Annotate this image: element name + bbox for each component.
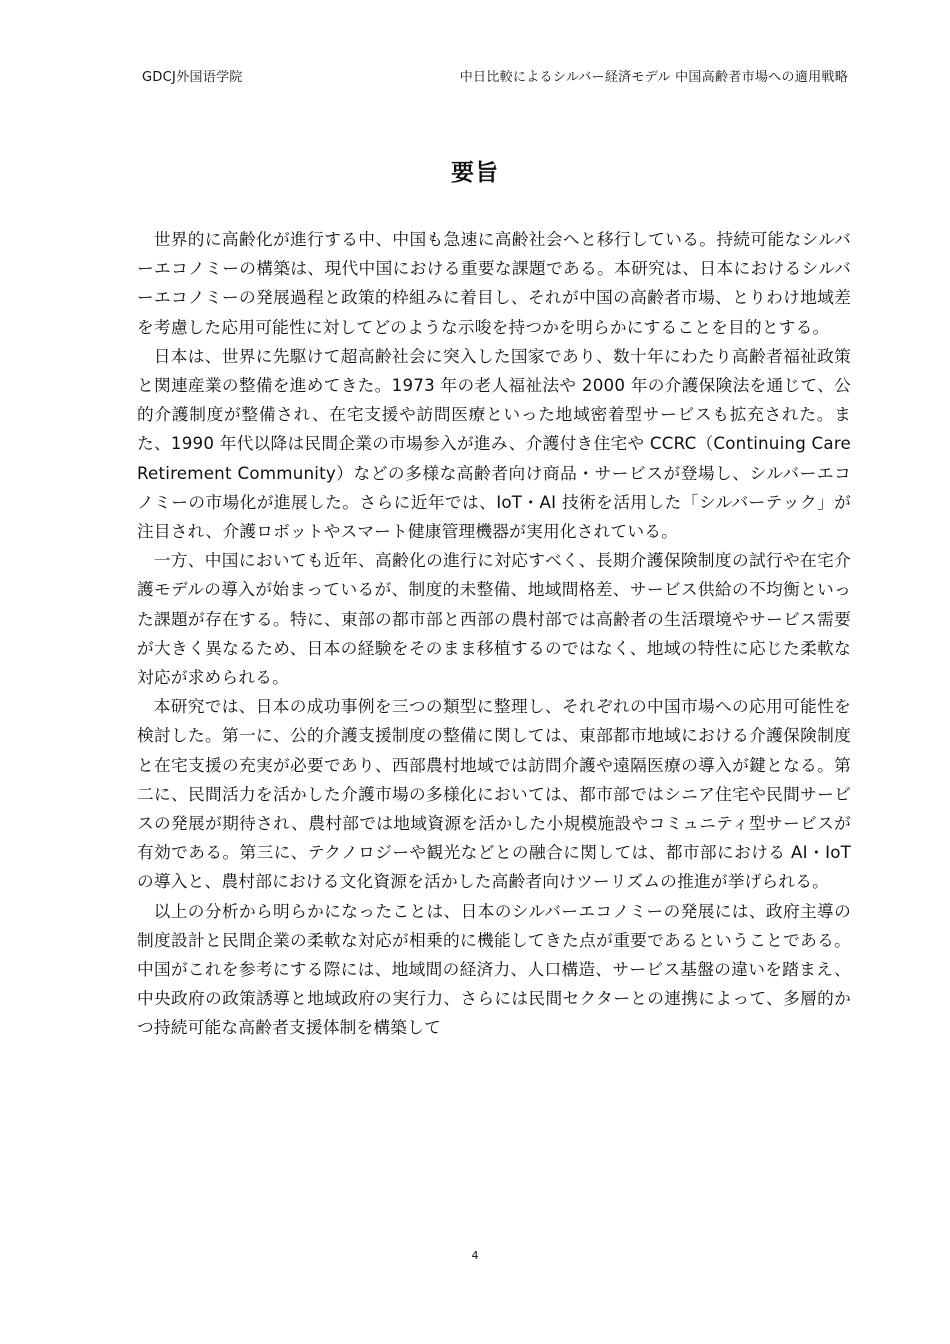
paragraph-1: 世界的に高齢化が進行する中、中国も急速に高齢社会へと移行している。持続可能なシルバーエコノミーの構築は、現代中国における重要な課題である。本研究は、日本におけるシルバーエコノミーの発展過程と政策的枠組みに着目し、それが中国の高齢者市場、とりわけ地域差を考慮した応用可能性に対してどのような示唆を持つかを明らかにすることを目的とする。 [137,229,851,337]
header-school-name: GDCJ外国语学院 [142,70,243,85]
page-number: 4 [471,1249,479,1262]
paragraph-4: 本研究では、日本の成功事例を三つの類型に整理し、それぞれの中国市場への応用可能性を検討した。第一に、公的介護支援制度の整備に関しては、東部都市地域における介護保険制度と在宅支援の充実が必要であり、西部農村地域では訪問介護や遠隔医療の導入が鍵となる。第二に、民間活力を活かした介護市場の多様化においては、都市部ではシニア住宅や民間サービスの発展が期待され、農村部では地域資源を活かした小規模施設やコミュニティ型サービスが有効である。第三に、テクノロジーや観光などとの融合に関しては、都市部における AI・IoT の導入と、農村部における文化資源を活かした高齢者向けツーリズムの推進が挙げられる。 [137,696,851,892]
page-title: 要旨 [451,160,499,186]
paragraph-5: 以上の分析から明らかになったことは、日本のシルバーエコノミーの発展には、政府主導の制度設計と民間企業の柔軟な対応が相乗的に機能してきた点が重要であるということである。中国がこれを参考にする際には、地域間の経済力、人口構造、サービス基盤の違いを踏まえ、中央政府の政策誘導と地域政府の実行力、さらには民間セクターとの連携によって、多層的かつ持続可能な高齢者支援体制を構築して [137,900,851,1038]
paragraph-3: 一方、中国においても近年、高齢化の進行に対応すべく、長期介護保険制度の試行や在宅介護モデルの導入が始まっているが、制度的未整備、地域間格差、サービス供給の不均衡といった課題が存在する。特に、東部の都市部と西部の農村部では高齢者の生活環境やサービス需要が大きく異なるため、日本の経験をそのまま移植するのではなく、地域の特性に応じた柔軟な対応が求められる。 [137,550,851,688]
paragraph-2: 日本は、世界に先駆けて超高齢社会に突入した国家であり、数十年にわたり高齢者福祉政策と関連産業の整備を進めてきた。1973 年の老人福祉法や 2000 年の介護保険法を通じて、公的介護制度が整備され、在宅支援や訪問医療といった地域密着型サービスも拡充された。また、1990 年代以降は民間企業の市場参入が進み、介護付き住宅や CCRC（Continuing Care Retirement Community）などの多様な高齢者向け商品・サービスが登場し、シルバーエコノミーの市場化が進展した。さらに近年では、IoT・AI 技術を活用した「シルバーテック」が注目され、介護ロボットやスマート健康管理機器が実用化されている。 [137,345,851,542]
abstract-body [137,225,851,1043]
header-document-title: 中日比較によるシルバー経済モデル 中国高齢者市場への適用戦略 [459,70,848,85]
